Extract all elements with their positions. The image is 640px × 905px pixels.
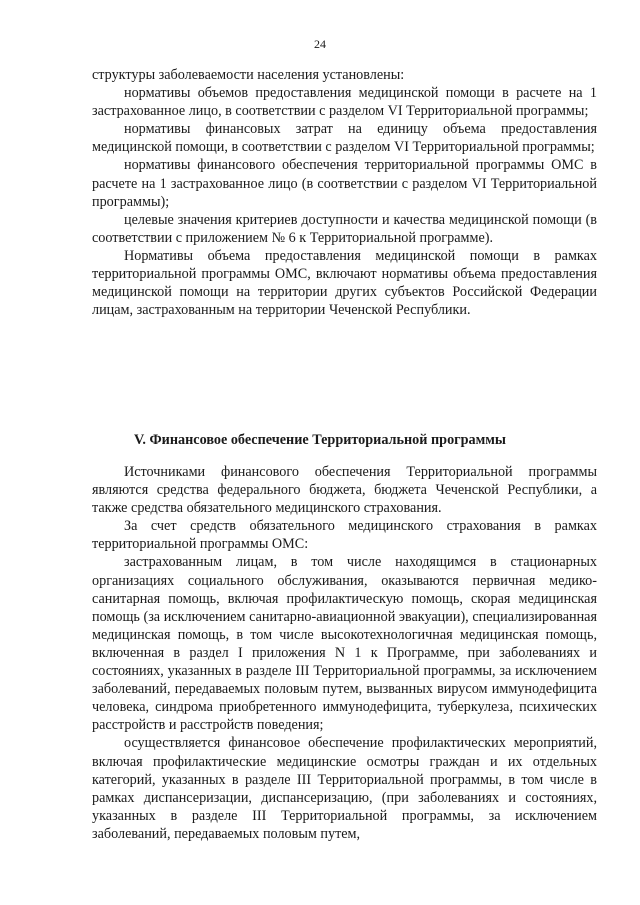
paragraph: структуры заболеваемости населения установлены: — [92, 67, 405, 83]
paragraph: осуществляется финансовое обеспечение профилактических мероприятий, включая профилактические медицинские осмотры граждан и их отдельных категорий, указанных в разделе III Территориальной программы, в том числе в рамках диспансеризации, диспансеризацию, (при заболеваниях и состояниях, указанных в разделе III Территориальной программы, за исключением заболеваний, передаваемых половым путем, — [92, 735, 597, 842]
paragraph: За счет средств обязательного медицинского страхования в рамках территориальной программы ОМС: — [92, 518, 597, 553]
section-heading: V. Финансовое обеспечение Территориальной программы — [133, 432, 506, 448]
section-norms-list — [92, 66, 597, 319]
paragraph: застрахованным лицам, в том числе находящимся в стационарных организациях социального обслуживания, оказываются первичная медико-санитарная помощь, включая профилактическую помощь, скорая медицинская помощь (за исключением санитарно-авиационной эвакуации), специализированная медицинская помощь, в том числе высокотехнологичная медицинская помощь, включенная в раздел I приложения N 1 к Программе, при заболеваниях и состояниях, указанных в разделе III Территориальной программы, за исключением заболеваний, передаваемых половым путем, вызванных вирусом иммунодефицита человека, синдрома приобретенного иммунодефицита, туберкулеза, психических расстройств и расстройств поведения; — [92, 554, 597, 734]
paragraph: Источниками финансового обеспечения Территориальной программы являются средства федерального бюджета, бюджета Чеченской Республики, а также средства обязательного медицинского страхования. — [92, 464, 597, 517]
section-financing-body — [92, 463, 597, 843]
paragraph: нормативы финансовых затрат на единицу объема предоставления медицинской помощи, в соответствии с разделом VI Территориальной программы; — [92, 121, 597, 156]
page-number: 24 — [314, 37, 326, 51]
paragraph: Нормативы объема предоставления медицинской помощи в рамках территориальной программы ОМС, включают нормативы объема предоставления медицинской помощи на территории других субъектов Российской Федерации лицам, застрахованным на территории Чеченской Республики. — [92, 247, 597, 319]
paragraph: нормативы объемов предоставления медицинской помощи в расчете на 1 застрахованное лицо, в соответствии с разделом VI Территориальной программы; — [92, 85, 597, 120]
paragraph: нормативы финансового обеспечения территориальной программы ОМС в расчете на 1 застрахованное лицо (в соответствии с разделом VI Территориальной программы); — [92, 157, 597, 210]
paragraph: целевые значения критериев доступности и качества медицинской помощи (в соответствии с приложением № 6 к Территориальной программе). — [92, 211, 597, 246]
